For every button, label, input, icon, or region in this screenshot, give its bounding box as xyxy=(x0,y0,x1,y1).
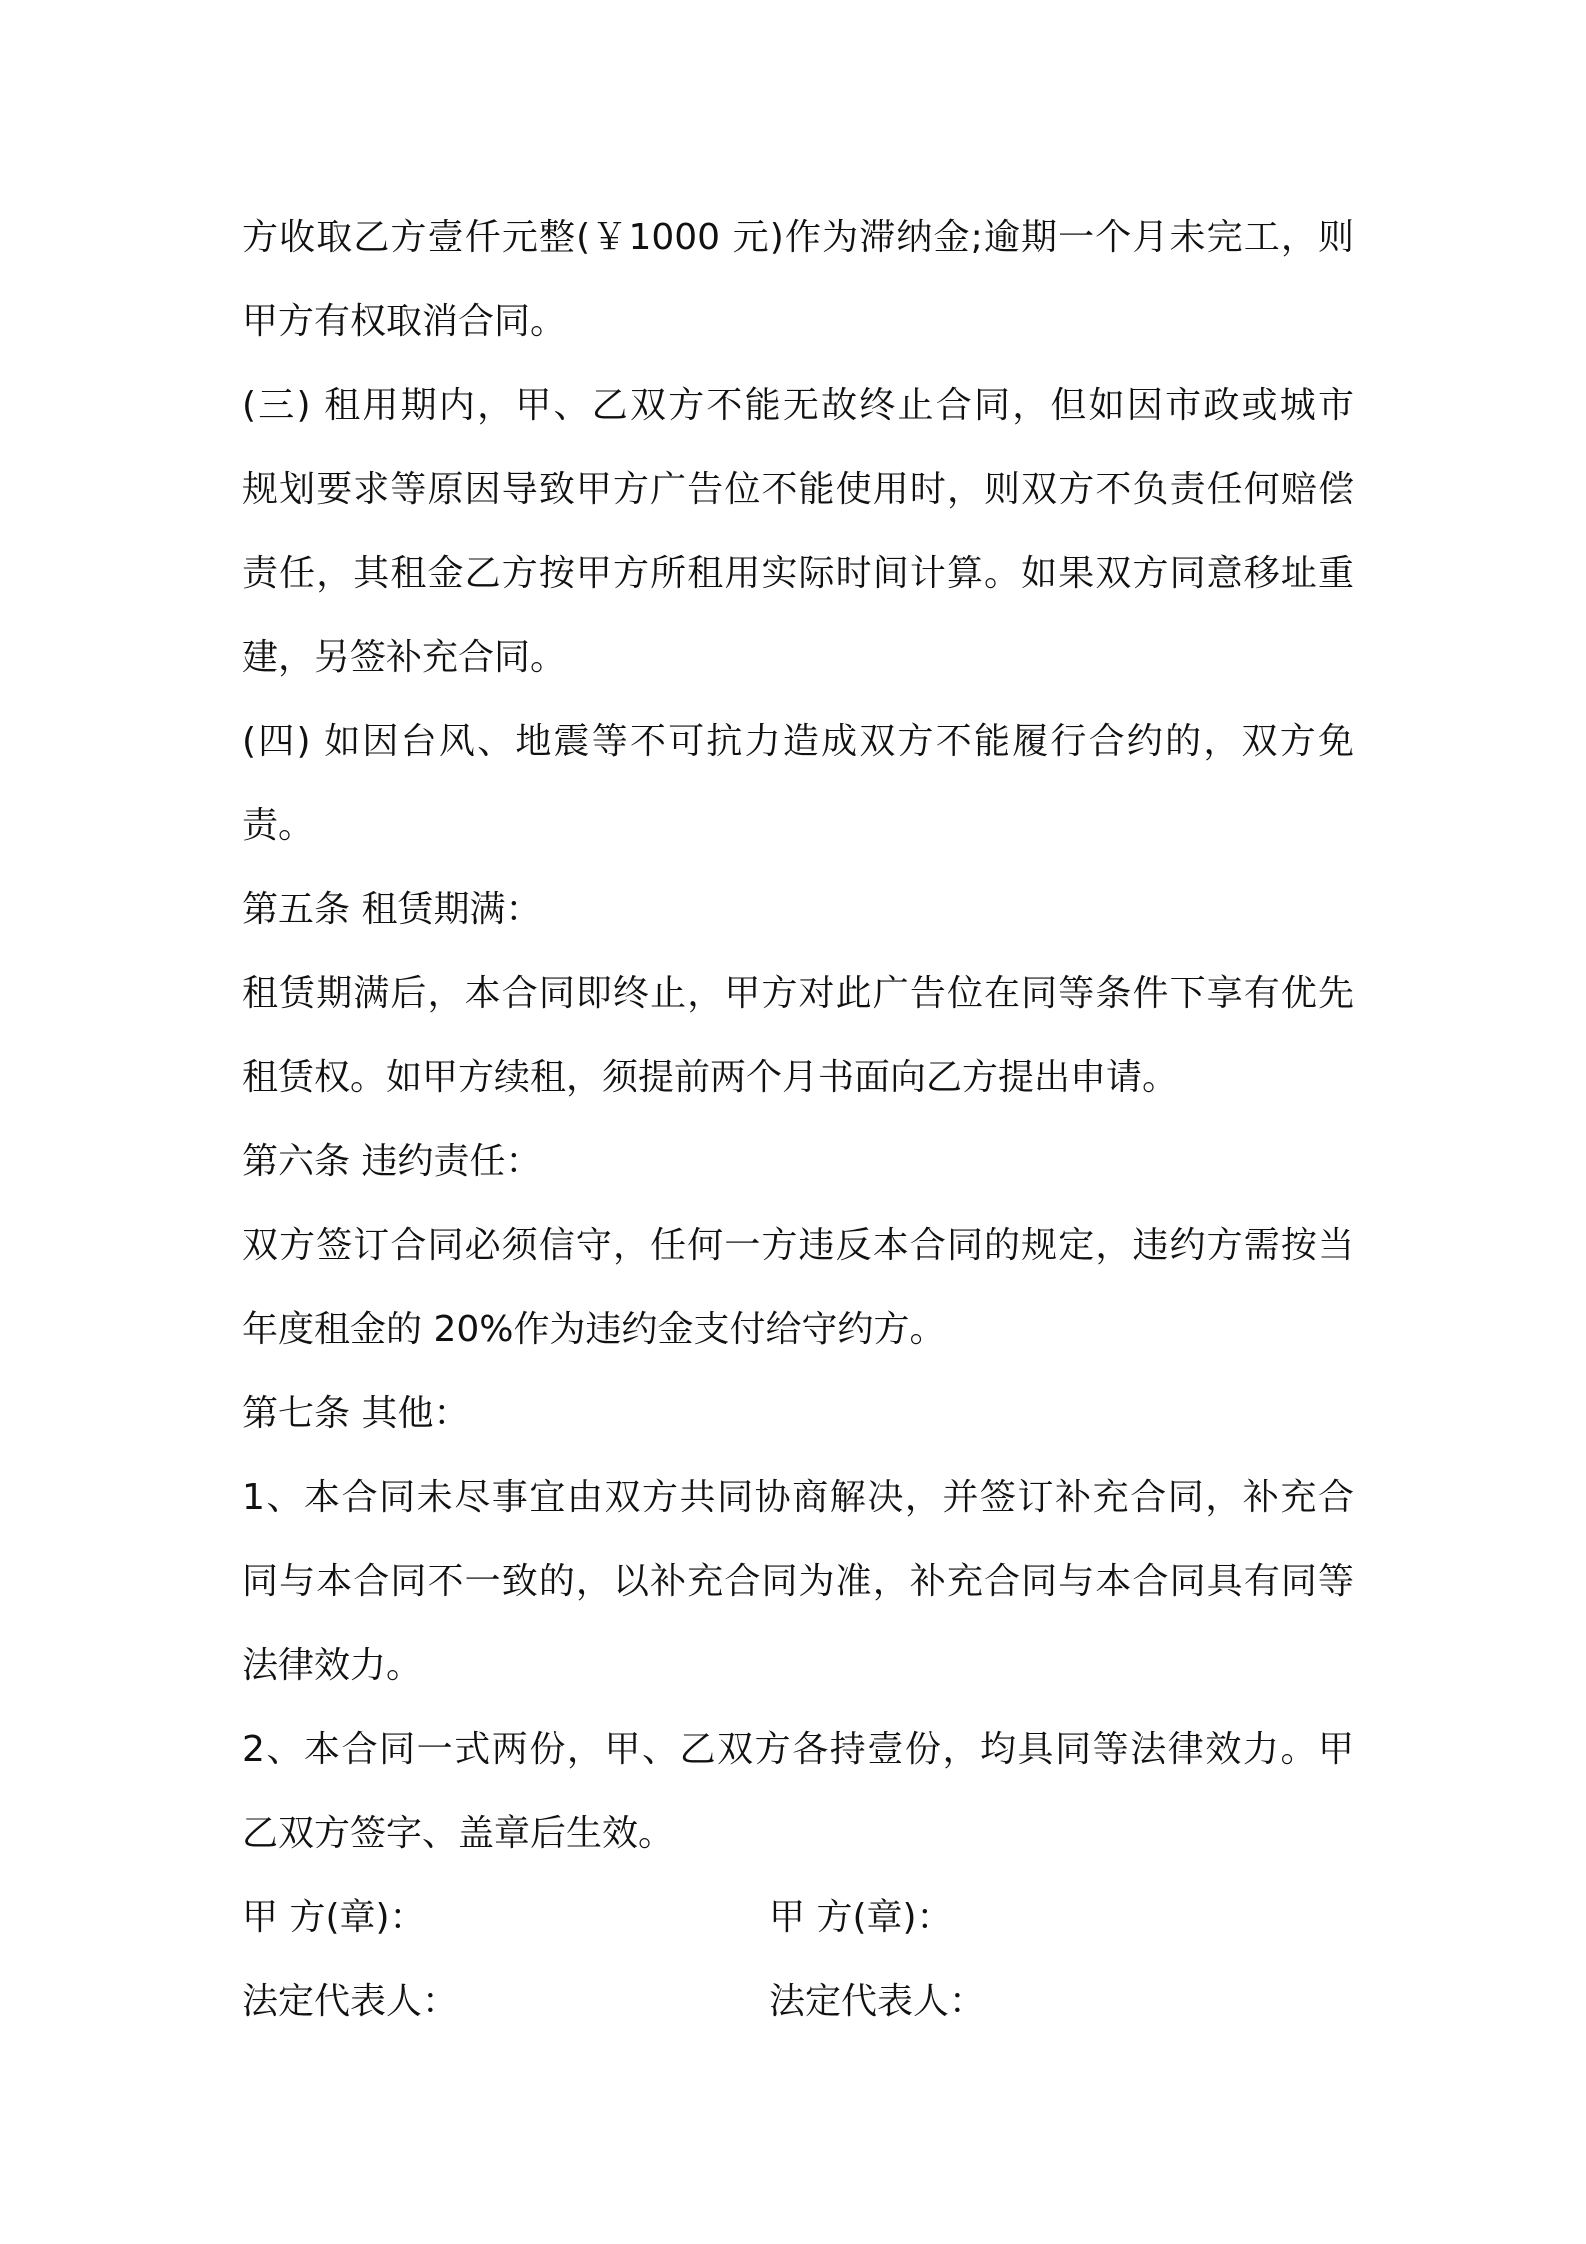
signature-row-representative xyxy=(242,1960,1354,2044)
paragraph-line: 甲方有权取消合同。 xyxy=(242,301,567,342)
article-seven-item-line: 2、本合同一式两份，甲、乙双方各持壹份，均具同等法律效力。甲 xyxy=(242,1729,1354,1770)
article-six-heading: 第六条 违约责任： xyxy=(242,1141,542,1182)
clause-three-line: 规划要求等原因导致甲方广告位不能使用时，则双方不负责任何赔偿 xyxy=(242,469,1354,510)
party-a-representative-label: 法定代表人： xyxy=(242,1981,459,2022)
clause-four-line: (四) 如因台风、地震等不可抗力造成双方不能履行合约的，双方免 xyxy=(242,721,1354,762)
signature-row-stamp xyxy=(242,1876,1354,1960)
article-seven-heading: 第七条 其他： xyxy=(242,1393,470,1434)
article-seven-item-line: 法律效力。 xyxy=(242,1645,423,1686)
party-b-representative-label: 法定代表人： xyxy=(769,1981,986,2022)
party-a-stamp-label: 甲 方(章)： xyxy=(242,1897,426,1938)
paragraph-line: 方收取乙方壹仟元整(￥1000 元)作为滞纳金;逾期一个月未完工，则 xyxy=(242,217,1354,258)
contract-body xyxy=(242,196,1354,2044)
article-five-line: 租赁权。如甲方续租，须提前两个月书面向乙方提出申请。 xyxy=(242,1057,1179,1098)
clause-three-line: (三) 租用期内，甲、乙双方不能无故终止合同，但如因市政或城市 xyxy=(242,385,1354,426)
clause-three-line: 建，另签补充合同。 xyxy=(242,637,567,678)
clause-three-line: 责任，其租金乙方按甲方所租用实际时间计算。如果双方同意移址重 xyxy=(242,553,1354,594)
article-five-heading: 第五条 租赁期满： xyxy=(242,889,542,930)
article-seven-item-line: 1、本合同未尽事宜由双方共同协商解决，并签订补充合同，补充合 xyxy=(242,1477,1354,1518)
article-five-line: 租赁期满后，本合同即终止，甲方对此广告位在同等条件下享有优先 xyxy=(242,973,1354,1014)
clause-four-line: 责。 xyxy=(242,805,315,846)
article-seven-item-line: 同与本合同不一致的，以补充合同为准，补充合同与本合同具有同等 xyxy=(242,1561,1354,1602)
party-b-stamp-label: 甲 方(章)： xyxy=(769,1897,953,1938)
article-six-line: 年度租金的 20%作为违约金支付给守约方。 xyxy=(242,1309,946,1350)
article-six-line: 双方签订合同必须信守，任何一方违反本合同的规定，违约方需按当 xyxy=(242,1225,1354,1266)
article-seven-item-line: 乙双方签字、盖章后生效。 xyxy=(242,1813,675,1854)
